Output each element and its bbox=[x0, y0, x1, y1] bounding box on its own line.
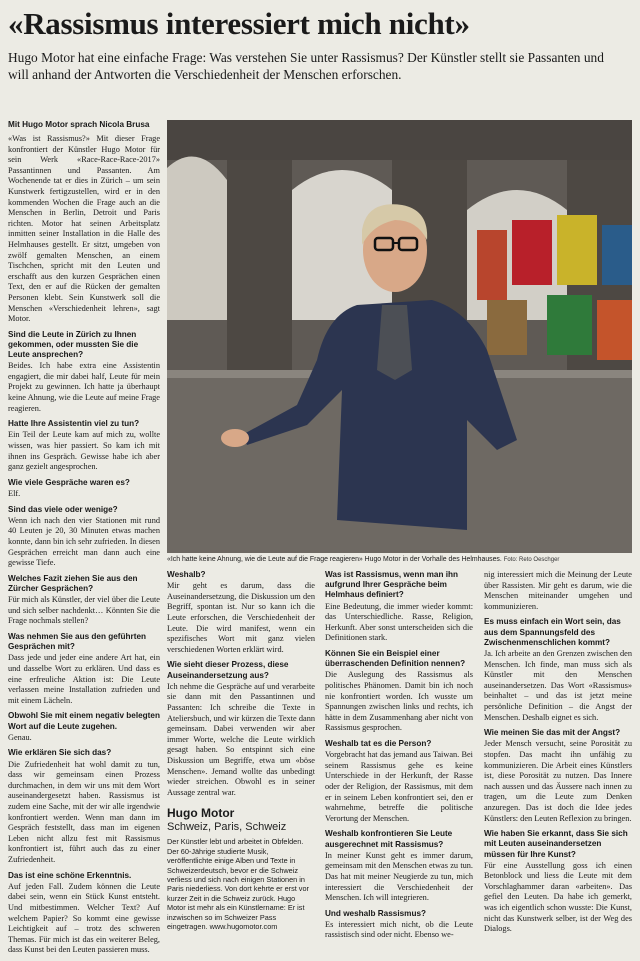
answer: Für eine Ausstellung goss ich einen Betonblock und liess die Leute mit dem Vorschlaghammer daran «arbeiten». Das gefiel den Leuten. Da habe ich gemerkt, was ich eigentlich schon wusste: Die Kunst, nicht das Kunstwerk selber, ist der Weg des Dialogs. bbox=[484, 860, 632, 934]
answer: Für mich als Künstler, der viel über die Leute und sich selber nachdenkt… Könnten Sie die Frage nochmals stellen? bbox=[8, 595, 160, 626]
question: Können Sie ein Beispiel einer überraschenden Definition nennen? bbox=[325, 648, 466, 669]
question: Das ist eine schöne Erkenntnis. bbox=[8, 870, 132, 880]
question: Hatte Ihre Assistentin viel zu tun? bbox=[8, 419, 140, 429]
bio-text: Der Künstler lebt und arbeitet in Obfelden. Der 60-Jährige studierte Musik, veröffentlichte einige Alben und Texte in Schweizerdeutsch, bevor er die Schweiz verliess und sich nach einigen Stationen in Paris niederliess. Von dort kehrte er erst vor kurzer Zeit in die Schweiz zurück. Hugo Motor ist mehr als ein Künstlername: Er ist inzwischen so im Schweizer Pass eingetragen. www.hugomotor.com bbox=[167, 837, 309, 931]
question: Wie haben Sie erkannt, dass Sie sich mit Leuten auseinandersetzen müssen für Ihre Kunst? bbox=[484, 829, 628, 859]
answer: Ja. Ich arbeite an den Grenzen zwischen den Menschen. Ich finde, man muss sich als Künstler mit den Menschen auseinandersetzen. Das Wort «Rassismus» beinhaltet – und das ist jetzt meine persönliche Definition – die Angst der Menschen. Deshalb eignet es sich. bbox=[484, 648, 632, 722]
question: Sind die Leute in Zürich zu Ihnen gekommen, oder mussten Sie die Leute ansprechen? bbox=[8, 329, 139, 360]
answer: Mir geht es darum, dass die Auseinandersetzung, die Diskussion um den Begriff, spontan ist. Nur so kann ich die Leute erforschen, die Verschiedenheit der Leute. Die wird manifest, wenn ein spezifisches Wort mit ganz vielen verschiedenen Worten erklärt wird. bbox=[167, 581, 315, 654]
portrait-photo bbox=[167, 120, 632, 553]
photo-caption bbox=[167, 555, 632, 565]
answer: nig interessiert mich die Meinung der Leute über Rassisten. Mir geht es darum, wie die Menschen miteinander umgehen und kommunizieren. bbox=[484, 570, 632, 611]
question: Welches Fazit ziehen Sie aus den Zürcher Gesprächen? bbox=[8, 573, 138, 594]
question: Sind das viele oder wenige? bbox=[8, 504, 118, 514]
text-column-4 bbox=[484, 570, 632, 940]
byline: Mit Hugo Motor sprach Nicola Brusa bbox=[8, 120, 150, 129]
question: Wie viele Gespräche waren es? bbox=[8, 477, 130, 487]
intro-paragraph: «Was ist Rassismus?» Mit dieser Frage konfrontiert der Künstler Hugo Motor für sein Werk «Race-Race-Race-2017» Passantinnen und Passanten. Am Wochenende tat er dies in Zürich – um sein Kunstwerk fertigzustellen, wird er in den kommenden Wochen die Frage auch an die Menschen in Berlin, Detroit und Paris richten. Motor hat seinen Arbeitsplatz inmitten seiner Installation in die Halle des Helmhauses gestellt. Er sitzt, umgeben von zwölf gemalten Menschen, an einem Tischchen, spricht mit den Leuten und erschafft aus den kurzen Gesprächen einen Text, den er auf die Rücken der gemalten Personen klebt. Sein Kunstwerk soll die Menschen «Verschiedenheit lehren», sagt Motor. bbox=[8, 134, 160, 324]
text-column-3 bbox=[325, 570, 473, 946]
answer: Die Zufriedenheit hat wohl damit zu tun, dass wir gemeinsam einen Prozess durchmachen, in dem wir uns mit dem Wort auseinandergesetzt haben. Rassismus ist zudem eine Sache, mit der wir alle irgendwie konfrontiert werden. Wenn man dann im Gespräch feststellt, dass man im eigenen Leben nicht allzu fest mit Rassismus konfrontiert ist, führt auch das zu einer Zufriedenheit. bbox=[8, 759, 160, 864]
answer: Vorgebracht hat das jemand aus Taiwan. Bei seinem Rassismus gehe es keine Unterschiede in der Herkunft, der Rasse oder der Religion, der Rassismus, mit dem er in seinem Leben konfrontiert sei, den er wahrnehme, betreffe die politische Verortung der Menschen. bbox=[325, 750, 473, 823]
answer: In meiner Kunst geht es immer darum, gemeinsam mit den Menschen etwas zu tun. Das hat mit meiner Neugierde zu tun, mich interessiert die Verschiedenheit der Menschen. Ich will integrieren. bbox=[325, 850, 473, 903]
question: Obwohl Sie mit einem negativ belegten Wort auf die Leute zugehen. bbox=[8, 711, 160, 731]
headline: «Rassismus interessiert mich nicht» bbox=[8, 6, 470, 41]
answer: Ich nehme die Gespräche auf und verarbeite sie dann mit den Passantinnen und Passanten: Ich schreibe die Texte in Ateliersbuch, und wir kürzen die Texte dann gemeinsam. Dabei verwenden wir aber immer Worte, welche die Leute wirklich gesagt haben. So entspinnt sich eine Diskussion um Begriffe, etwa um «böse Menschen». Jemand wollte das unbedingt wieder streichen. Obwohl es in seiner Aussage zentral war. bbox=[167, 681, 315, 797]
answer: Ein Teil der Leute kam auf mich zu, wollte wissen, was hier passiert. So kam ich mit ihnen ins Gespräch. Gewisse habe ich aber ganz gezielt angesprochen. bbox=[8, 430, 160, 472]
lead-paragraph: Hugo Motor hat eine einfache Frage: Was verstehen Sie unter Rassismus? Der Künstler stellt sie Passanten und will anhand der Antworten die Verschiedenheit der Menschen erforschen. bbox=[8, 50, 604, 82]
answer: Die Auslegung des Rassismus als politisches Phänomen. Damit bin ich noch nie konfrontiert worden. Ich wusste um Spannungen zwischen links und rechts, ich hätte in dem Zusammenhang aber nicht von Rassismus gesprochen. bbox=[325, 670, 473, 733]
answer: Auf jeden Fall. Zudem können die Leute dabei sein, wenn ein Stück Kunst entsteht. Und mitbestimmen. Welcher Text? Auf welchem Papier? So kommt eine gewisse Leichtigkeit auf – trotz des schweren Themas. Für mich ist das ein weiterer Beleg, dass Kunst bei den Leuten passieren muss. bbox=[8, 881, 160, 955]
answer: Eine Bedeutung, die immer wieder kommt: das Unterschiedliche. Rasse, Religion, Herkunft. Aber sonst unterscheiden sich die Definitionen stark. bbox=[325, 601, 473, 643]
answer: Genau. bbox=[8, 732, 32, 742]
question: Es muss einfach ein Wort sein, das aus dem Spannungsfeld des Zwischenmenschlichen kommt? bbox=[484, 617, 621, 647]
answer: Wenn ich nach den vier Stationen mit rund 40 Leuten je 20, 30 Minuten etwas machen konnte, dann bin ich sehr zufrieden. In diesen Gesprächen erreicht man dann auch eine gewisse Tiefe. bbox=[8, 515, 160, 568]
answer: Es interessiert mich nicht, ob die Leute rassistisch sind oder nicht. Ebenso we- bbox=[325, 919, 473, 940]
photo-credit: Foto: Reto Oeschger bbox=[503, 557, 560, 563]
question: Was ist Rassismus, wenn man ihn aufgrund Ihrer Gespräche beim Helmhaus definiert? bbox=[325, 570, 459, 600]
question: Wie erklären Sie sich das? bbox=[8, 748, 112, 758]
text-column-2 bbox=[167, 570, 315, 931]
caption-text: «Ich hatte keine Ahnung, wie die Leute auf die Frage reagieren» Hugo Motor in der Vorhalle des Helmhauses. bbox=[167, 556, 502, 563]
artist-bio-box bbox=[167, 806, 315, 931]
question: Was nehmen Sie aus den geführten Gesprächen mit? bbox=[8, 632, 146, 652]
answer: Elf. bbox=[8, 489, 21, 499]
question: Weshalb konfrontieren Sie Leute ausgerechnet mit Rassismus? bbox=[325, 829, 453, 849]
question: Und weshalb Rassismus? bbox=[325, 908, 427, 918]
answer: Jeder Mensch versucht, seine Porosität zu stopfen. Das macht ihn unfähig zu kommunizieren. Die Arbeit eines Künstlers ist, diese Porosität zu nutzen. Das Innere nach aussen und das Äussere nach innen zu tragen, um die Leute zum Denken anzuregen. Das ist doch die Idee jedes Künstlers: den Leuten Reflexion zu bringen. bbox=[484, 739, 632, 823]
bio-name: Hugo Motor bbox=[167, 806, 235, 821]
question: Wie sieht dieser Prozess, diese Auseinandersetzung aus? bbox=[167, 660, 289, 680]
answer: Beides. Ich habe extra eine Assistentin engagiert, die mir dabei half, Leute für mein Projekt zu gewinnen. Ich hatte ja überhaupt keine Ahnung, wie die Leute auf meine Frage reagieren. bbox=[8, 361, 160, 413]
answer: Dass jede und jeder eine andere Art hat, ein und dasselbe Wort zu erklären. Und dass es eine erfreuliche Aktion ist: Die Leute verlassen meine Installation zufrieden und mit einem Lächeln. bbox=[8, 653, 160, 705]
text-column-1 bbox=[8, 134, 160, 961]
question: Weshalb tat es die Person? bbox=[325, 738, 432, 748]
bio-places: Schweiz, Paris, Schweiz bbox=[167, 821, 287, 834]
question: Wie meinen Sie das mit der Angst? bbox=[484, 728, 621, 738]
question: Weshalb? bbox=[167, 570, 206, 579]
